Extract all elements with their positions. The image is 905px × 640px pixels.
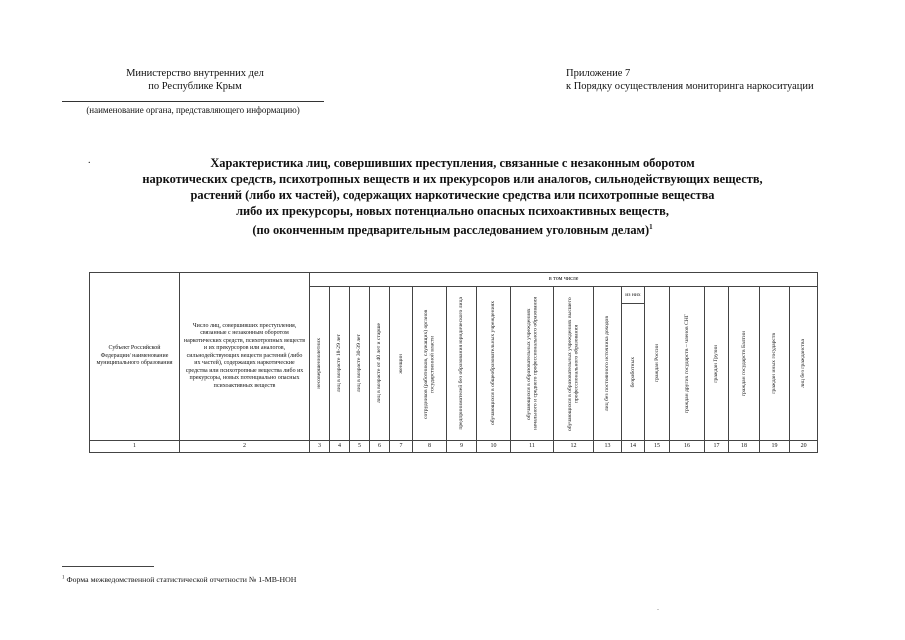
title-line-5-text: (по оконченным предварительным расследованием уголовным делам): [252, 223, 650, 238]
col-number: 7: [390, 441, 413, 453]
header-col-15: [645, 287, 670, 441]
header-col-6: [370, 287, 390, 441]
header-col-4: [330, 287, 350, 441]
header-col-12: [554, 287, 594, 441]
appendix-line1: Приложение 7: [566, 68, 631, 79]
header-col-18-text: граждан государств Балтии: [740, 330, 747, 397]
header-col-3: [310, 287, 330, 441]
header-col-11: [511, 287, 554, 441]
title-line-5: [40, 219, 865, 238]
document-title: [40, 155, 865, 238]
title-line-4: либо их прекурсоры, новых потенциально опасных психоактивных веществ,: [236, 204, 669, 218]
org-name-line2: по Республике Крым: [148, 81, 242, 92]
header-col-18: [729, 287, 760, 441]
col-number: 12: [554, 441, 594, 453]
col-number: 19: [760, 441, 790, 453]
footnote-mark: 1: [62, 575, 65, 581]
header-col-17-text: граждан Грузии: [713, 344, 720, 383]
col-number: 13: [594, 441, 622, 453]
col-number: 18: [729, 441, 760, 453]
header-col-14-text: безработных: [629, 356, 636, 388]
header-col-16: [670, 287, 705, 441]
header-total-persons: Число лиц, совершивших преступления, связанные с незаконным оборотом наркотических средств, психотропных веществ и их прекурсоров или аналогов, сильнодействующих веществ растений (либо их частей), содержащих наркотические средства или психотропные вещества либо их прекурсоры, новых потенциально опасных психоактивных веществ: [180, 273, 310, 441]
header-col-13: [594, 287, 622, 441]
col-number: 5: [350, 441, 370, 453]
col-number: 11: [511, 441, 554, 453]
col-number: 20: [790, 441, 818, 453]
header-col-12-text: обучающихся в образовательных учреждениях высшего профессионального образования: [567, 296, 580, 431]
header-col-10-text: обучающихся в общеобразовательных учреждениях: [490, 301, 497, 426]
header-col-15-text: граждан России: [653, 344, 660, 383]
header-col-17: [705, 287, 729, 441]
reporting-organization: [70, 67, 320, 93]
header-col-20: [790, 287, 818, 441]
footnote: [62, 575, 296, 584]
title-line-1: Характеристика лиц, совершивших преступления, связанные с незаконным оборотом: [210, 156, 695, 170]
title-footnote-mark: 1: [649, 223, 653, 231]
col-number: 10: [477, 441, 511, 453]
header-col-8: [413, 287, 447, 441]
header-col-11-text: обучающихся в образовательных учреждениях начального и среднего профессионального образования: [525, 297, 538, 430]
header-col-16-text: граждан других государств – членов СНГ: [683, 313, 690, 414]
column-numbers-row: [90, 441, 818, 453]
header-col-5: [350, 287, 370, 441]
col-number: 2: [180, 441, 310, 453]
col-number: 17: [705, 441, 729, 453]
col-number: 8: [413, 441, 447, 453]
header-col-5-text: лиц в возрасте 30-39 лет: [356, 334, 363, 393]
header-col-6-text: лиц в возрасте от 40 лет и старше: [376, 323, 383, 404]
header-col-13-text: лиц без постоянного источника доходов: [604, 315, 611, 412]
header-col-4-text: лиц в возрасте 18-29 лет: [336, 334, 343, 393]
col-number: 3: [310, 441, 330, 453]
footnote-separator: [62, 566, 154, 567]
header-col-7: [390, 287, 413, 441]
org-signature-line: [62, 101, 324, 102]
col-number: 9: [447, 441, 477, 453]
header-col-8-text: сотрудников (работников, служащих) органов государственной власти: [423, 308, 436, 419]
org-name-line1: Министерство внутренних дел: [126, 68, 264, 79]
header-col-20-text: лиц без гражданства: [800, 339, 807, 388]
header-col-19: [760, 287, 790, 441]
org-caption: (наименование органа, представляющего информацию): [86, 105, 300, 115]
col-number: 14: [622, 441, 645, 453]
col-number: 4: [330, 441, 350, 453]
header-col-19-text: граждан иных государств: [771, 333, 778, 394]
footnote-text: Форма межведомственной статистической отчетности № 1-МВ-НОН: [66, 575, 297, 584]
scan-speck: .: [657, 603, 659, 612]
header-col-9-text: предпринимателей без образования юридического лица: [458, 297, 465, 430]
title-line-2: наркотических средств, психотропных веществ и их прекурсоров или аналогов, сильнодействующих веществ,: [142, 172, 763, 186]
header-col-3-text: несовершеннолетних: [316, 338, 323, 389]
header-col-10: [477, 287, 511, 441]
stray-bullet: .: [88, 155, 91, 166]
appendix-line2: к Порядку осуществления мониторинга наркоситуации: [566, 81, 814, 92]
header-of-them: из них: [622, 287, 645, 304]
header-subject: Субъект Российской Федерации/ наименование муниципального образования: [90, 273, 180, 441]
col-number: 1: [90, 441, 180, 453]
title-line-3: растений (либо их частей), содержащих наркотические средства или психотропные вещества: [190, 188, 715, 202]
col-number: 16: [670, 441, 705, 453]
col-number: 15: [645, 441, 670, 453]
header-including: в том числе: [310, 273, 818, 287]
col-number: 6: [370, 441, 390, 453]
statistics-table: [89, 272, 818, 453]
header-col-7-text: женщин: [397, 353, 404, 374]
header-col-9: [447, 287, 477, 441]
appendix-note: [566, 67, 814, 93]
header-col-14: [622, 304, 645, 441]
